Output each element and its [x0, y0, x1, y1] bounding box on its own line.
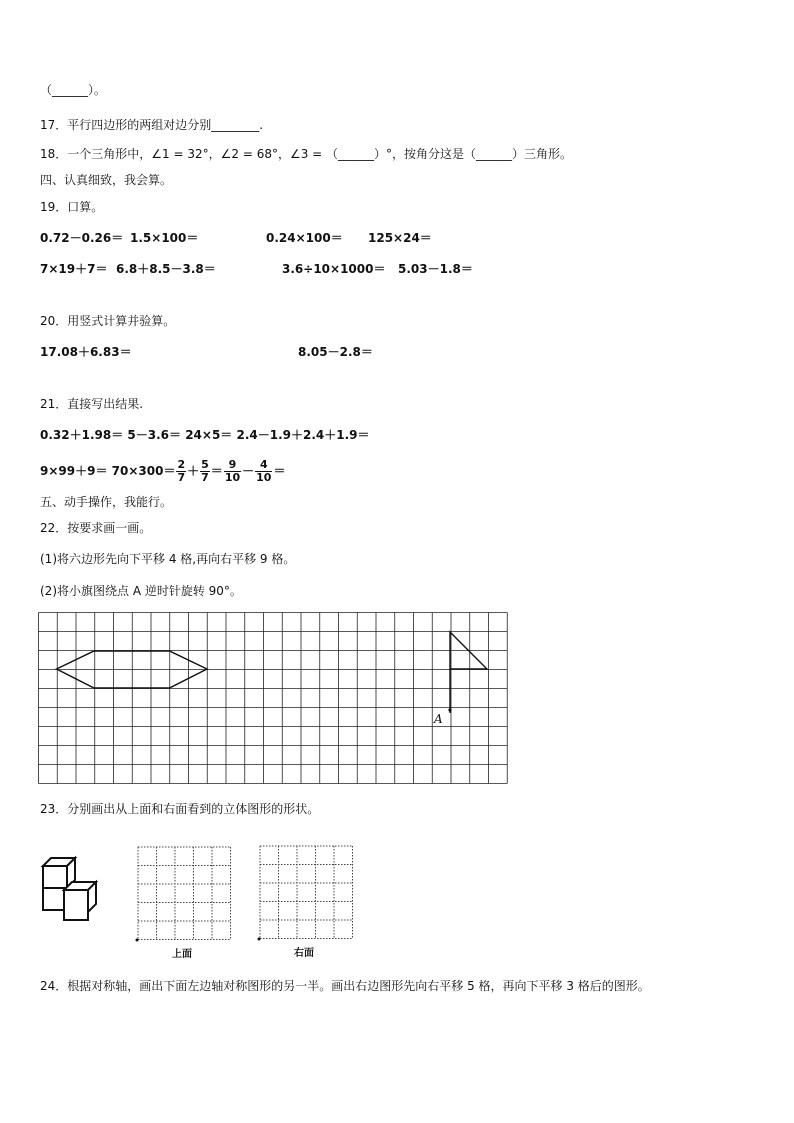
q19-item: 5.03－1.8＝	[398, 262, 473, 276]
question-18: 18．一个三角形中，∠1 = 32°，∠2 = 68°，∠3 = （______）°，按角分这是（______）三角形。	[40, 147, 573, 161]
fraction: $\frac{5}{7}$	[201, 458, 209, 484]
question-21: 21．直接写出结果.	[40, 397, 144, 411]
q19-item: 7×19＋7＝	[40, 262, 108, 276]
section-five-heading: 五、动手操作，我能行。	[40, 495, 173, 509]
q19-item: 0.24×100＝	[266, 231, 343, 245]
question-20: 20．用竖式计算并验算。	[40, 314, 176, 328]
q21-item: 24×5＝	[185, 428, 233, 442]
question-23: 23．分别画出从上面和右面看到的立体图形的形状。	[40, 802, 320, 816]
fraction: $\frac{2}{7}$	[177, 458, 186, 484]
q20-item: 17.08＋6.83＝	[40, 345, 132, 359]
q22-grid-figure	[38, 612, 508, 788]
fraction: $\frac{4}{10}$	[256, 458, 272, 484]
question-22: 22．按要求画一画。	[40, 521, 152, 535]
equals-sign: ＝	[210, 464, 223, 478]
top-view-grid	[134, 843, 236, 943]
right-view-label: 右面	[294, 948, 314, 959]
flag-shape	[450, 632, 487, 713]
fraction: $\frac{9}{10}$	[224, 458, 241, 484]
right-view-grid	[256, 842, 356, 942]
q21-item: 9×99＋9＝	[40, 464, 108, 478]
q21-item: 70×300＝	[111, 464, 176, 478]
point-a-marker	[448, 708, 451, 711]
q19-item: 0.72－0.26＝	[40, 231, 124, 245]
question-24: 24．根据对称轴，画出下面左边轴对称图形的另一半。画出右边图形先向右平移 5 格，再向下平移 3 格后的图形。	[40, 979, 650, 993]
q21-row-1	[40, 427, 370, 443]
q19-item: 3.6÷10×1000＝	[282, 262, 386, 276]
q19-item: 1.5×100＝	[130, 231, 199, 245]
question-22-part-2: (2)将小旗图绕点 A 逆时针旋转 90°。	[40, 584, 242, 598]
top-view-label: 上面	[172, 949, 192, 960]
q20-item: 8.05－2.8＝	[298, 345, 373, 359]
point-a-label: A	[434, 712, 443, 726]
minus-sign: －	[242, 464, 255, 478]
q19-item: 6.8＋8.5－3.8＝	[116, 262, 216, 276]
equals-sign: ＝	[273, 464, 286, 478]
q21-item: 2.4－1.9＋2.4＋1.9＝	[236, 428, 370, 442]
answer-blank-line: （______）。	[40, 83, 107, 97]
section-four-heading: 四、认真细致，我会算。	[40, 173, 173, 187]
cube-stack-figure	[40, 854, 112, 924]
question-17: 17．平行四边形的两组对边分别________.	[40, 118, 264, 132]
q21-item: 0.32＋1.98＝	[40, 428, 124, 442]
plus-sign: ＋	[187, 464, 200, 478]
q21-item: 5－3.6＝	[127, 428, 182, 442]
q21-row-2	[40, 455, 285, 487]
question-19: 19．口算。	[40, 200, 104, 214]
q19-item: 125×24＝	[368, 231, 432, 245]
question-22-part-1: (1)将六边形先向下平移 4 格,再向右平移 9 格。	[40, 552, 296, 566]
